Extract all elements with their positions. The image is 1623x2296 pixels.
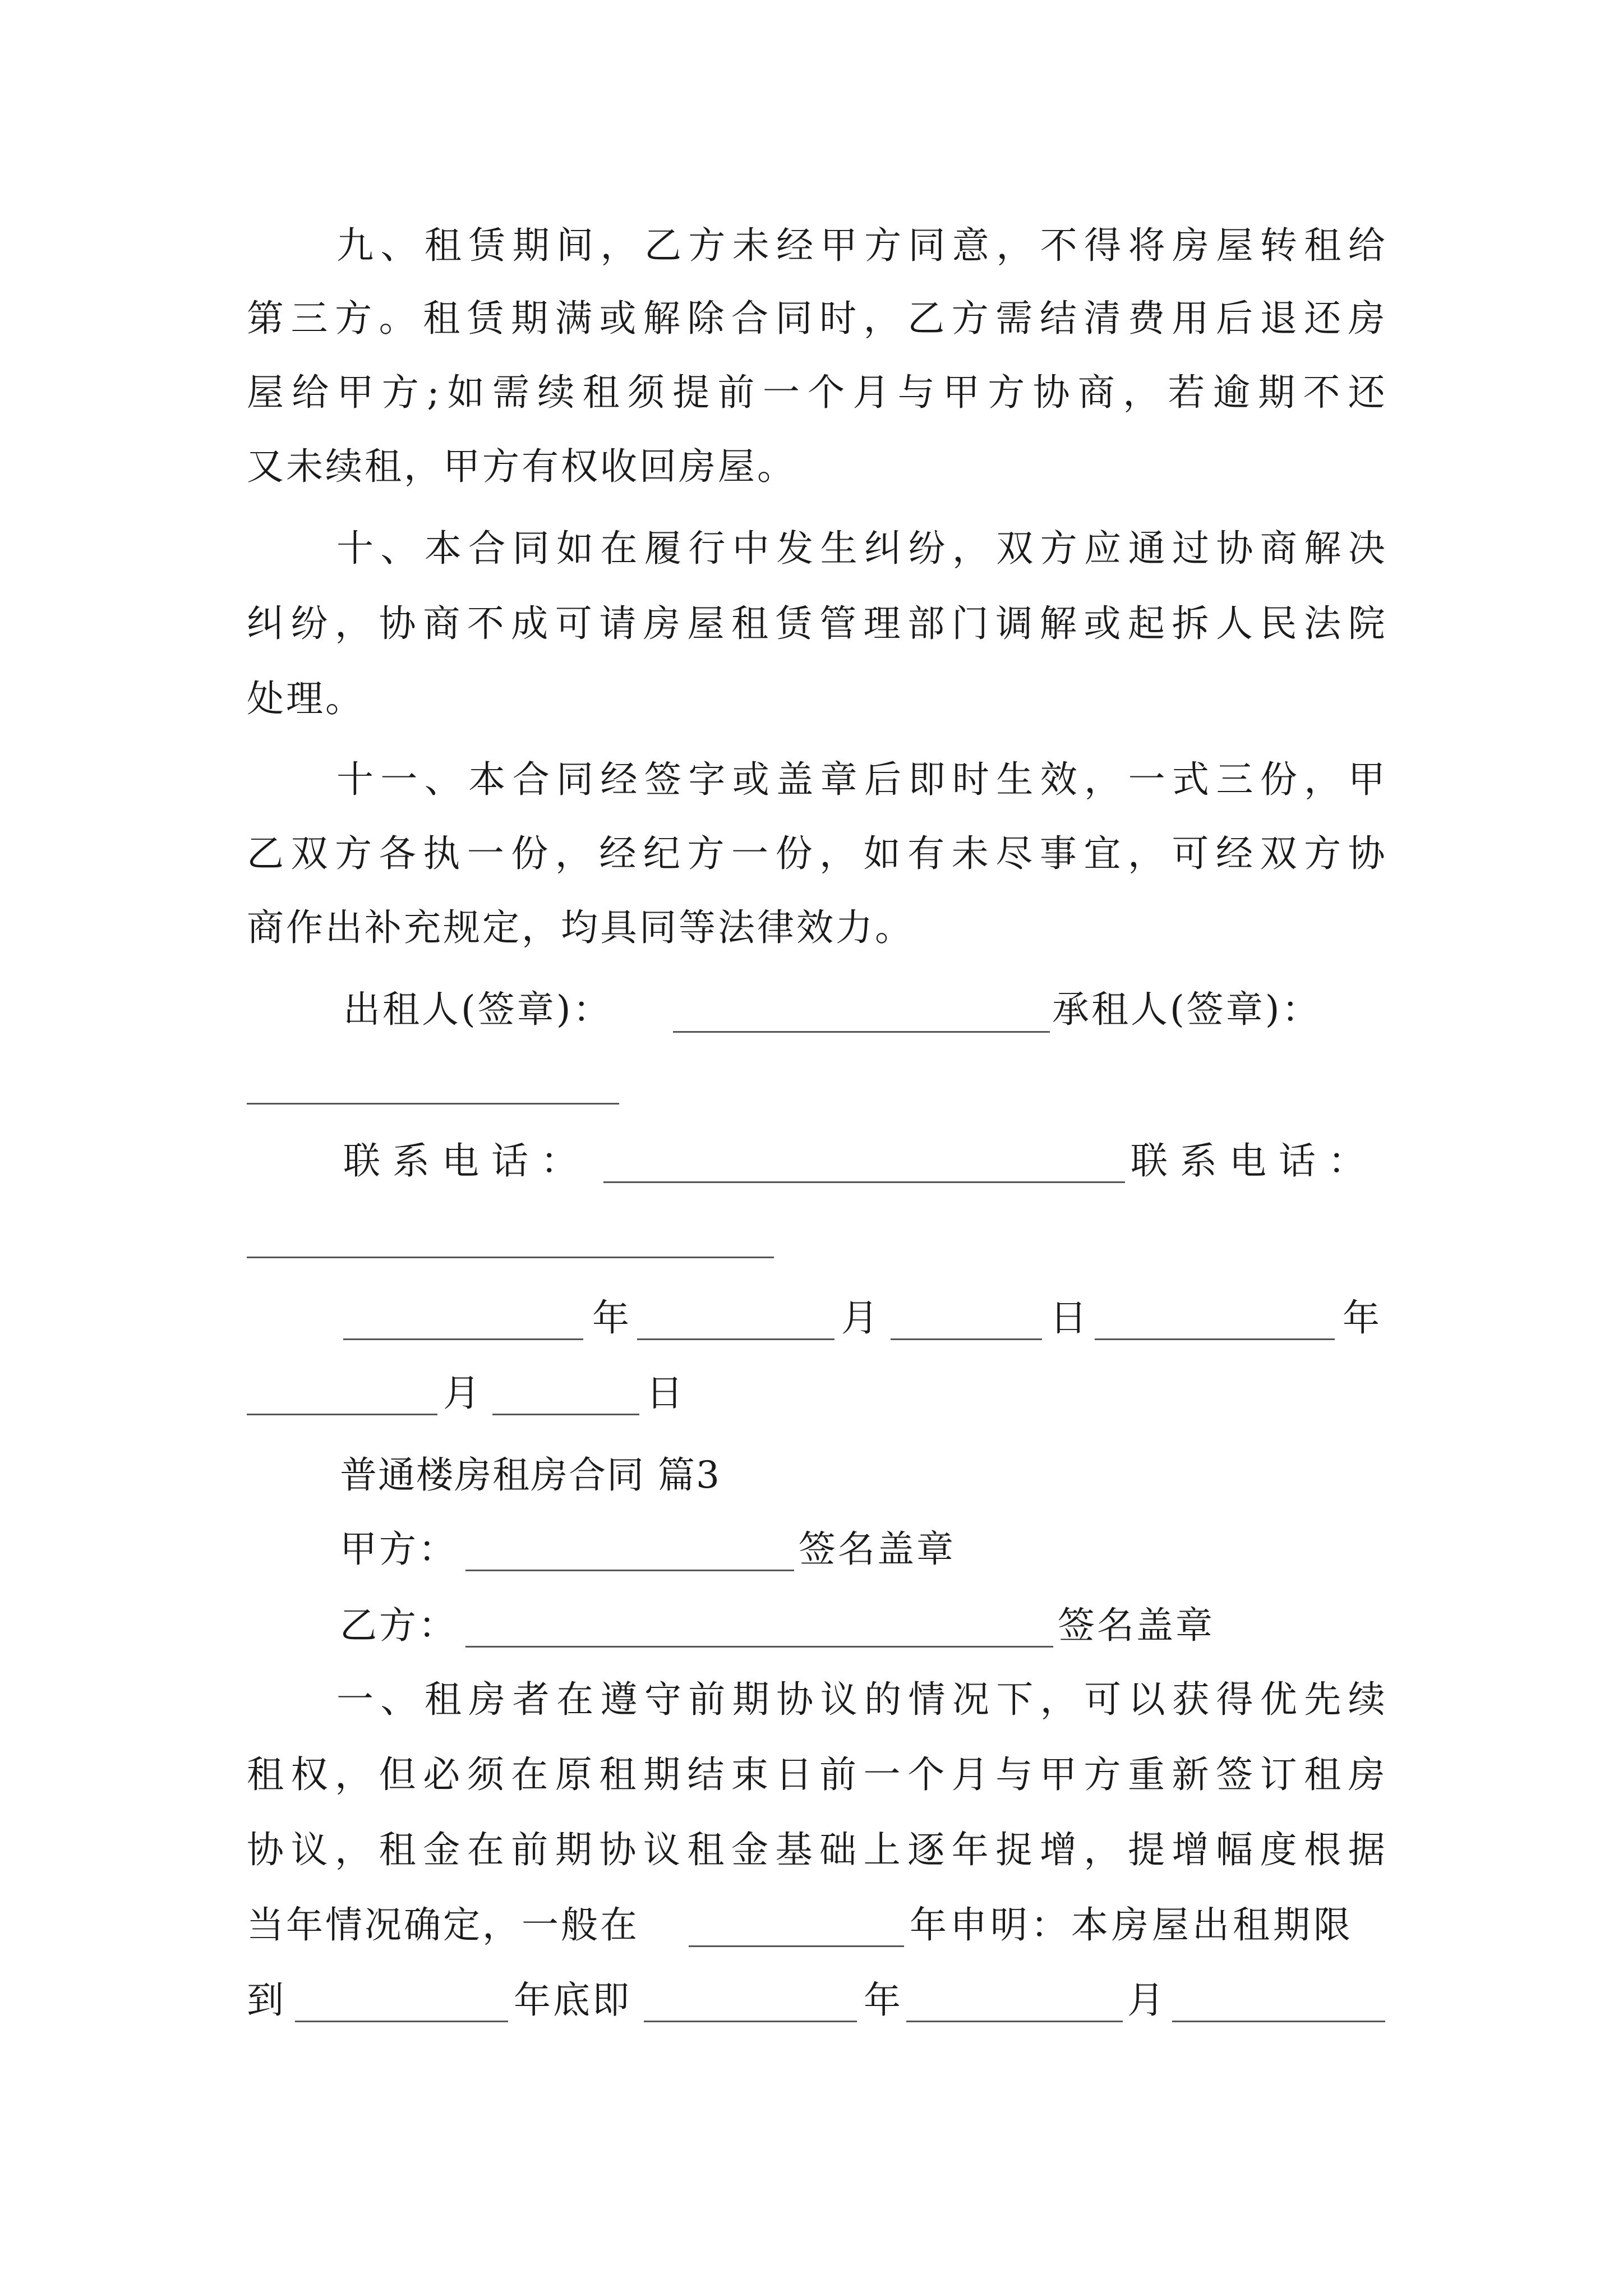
s3-year-blank-2 [295,2021,508,2022]
s3-clause1-line-3: 协 议 ， 租 金 在 前 期 协 议 租 金 基 础 上 逐 年 捉 增 ， 提 增 幅 度 根 据 [247,1828,1385,1871]
date-month-blank-1 [637,1338,834,1340]
clause11-line-2: 乙 双 方 各 执 一 份 ， 经 纪 方 一 份 ， 如 有 未 尽 事 宜 ， 可 经 双 方 协 [247,832,1385,875]
clause9-line-4: 又未续租，甲方有权收回房屋。 [247,445,796,488]
clause9-line-2: 第 三 方 。 租 赁 期 满 或 解 除 合 同 时 ， 乙 方 需 结 清 费 用 后 退 还 房 [247,297,1385,340]
date-month-label-2: 月 [443,1372,482,1415]
date-day-blank-1 [891,1338,1042,1340]
phone-label-1: 联系电话： [343,1139,590,1182]
clause10-line-2: 纠 纷 ， 协 商 不 成 可 请 房 屋 租 赁 管 理 部 门 调 解 或 起 拆 人 民 法 院 [247,602,1385,645]
date-year-blank-2 [1095,1338,1335,1340]
date-year-label-1: 年 [592,1296,631,1340]
s3-clause1-line-5c: 年 [864,1978,903,2022]
s3-clause1-line-4a: 当年情况确定，一般在 [247,1903,639,1947]
s3-year-blank-3 [644,2021,857,2022]
lessee-signature-blank [247,1103,619,1105]
lessor-signature-blank [673,1031,1050,1033]
s3-clause1-line-5a: 到 [247,1978,286,2022]
s3-clause1-line-5d: 月 [1127,1978,1166,2022]
date-day-blank-2 [492,1414,639,1415]
clause10-line-3: 处理。 [247,677,365,720]
date-day-label-1: 日 [1050,1296,1089,1340]
s3-clause1-line-5b: 年底即 [514,1978,631,2022]
date-month-blank-2 [247,1414,437,1415]
s3-day-blank [1172,2021,1385,2022]
party-a-sign-seal: 签名盖章 [799,1527,956,1571]
s3-clause1-line-4b: 年申明：本房屋出租期限 [910,1903,1354,1947]
phone-label-2: 联系电话： [1131,1139,1377,1182]
clause10-line-1: 十 、 本 合 同 如 在 履 行 中 发 生 纠 纷 ， 双 方 应 通 过 协 商 解 决 [336,527,1385,570]
s3-year-blank-1 [689,1945,904,1947]
date-month-label-1: 月 [841,1296,880,1340]
phone-blank-1 [603,1181,1125,1183]
party-a-blank [465,1570,794,1571]
party-b-label: 乙方： [340,1604,458,1647]
party-b-sign-seal: 签名盖章 [1058,1604,1215,1647]
s3-clause1-line-2: 租 权 ， 但 必 须 在 原 租 期 结 束 日 前 一 个 月 与 甲 方 重 新 签 订 租 房 [247,1753,1385,1796]
s3-clause1-line-1: 一 、 租 房 者 在 遵 守 前 期 协 议 的 情 况 下 ， 可 以 获 得 优 先 续 [336,1678,1385,1721]
clause9-line-1: 九 、 租 赁 期 间 ， 乙 方 未 经 甲 方 同 意 ， 不 得 将 房 屋 转 租 给 [336,224,1385,267]
party-b-blank [465,1646,1053,1648]
clause9-line-3: 屋 给 甲 方 ; 如 需 续 租 须 提 前 一 个 月 与 甲 方 协 商 ， 若 逾 期 不 还 [247,371,1385,414]
date-year-blank-1 [343,1338,583,1340]
date-day-label-2: 日 [646,1372,685,1415]
s3-month-blank [906,2021,1123,2022]
date-year-label-2: 年 [1343,1296,1382,1340]
clause11-line-3: 商作出补充规定，均具同等法律效力。 [247,906,914,949]
clause11-line-1: 十 一 、 本 合 同 经 签 字 或 盖 章 后 即 时 生 效 ， 一 式 三 份 ， 甲 [336,758,1385,801]
section3-title: 普通楼房租房合同 篇3 [340,1453,721,1497]
lessee-label: 承租人(签章)： [1052,988,1321,1031]
lessor-label: 出租人(签章)： [343,988,612,1031]
party-a-label: 甲方： [340,1527,458,1571]
phone-blank-2 [247,1257,774,1258]
